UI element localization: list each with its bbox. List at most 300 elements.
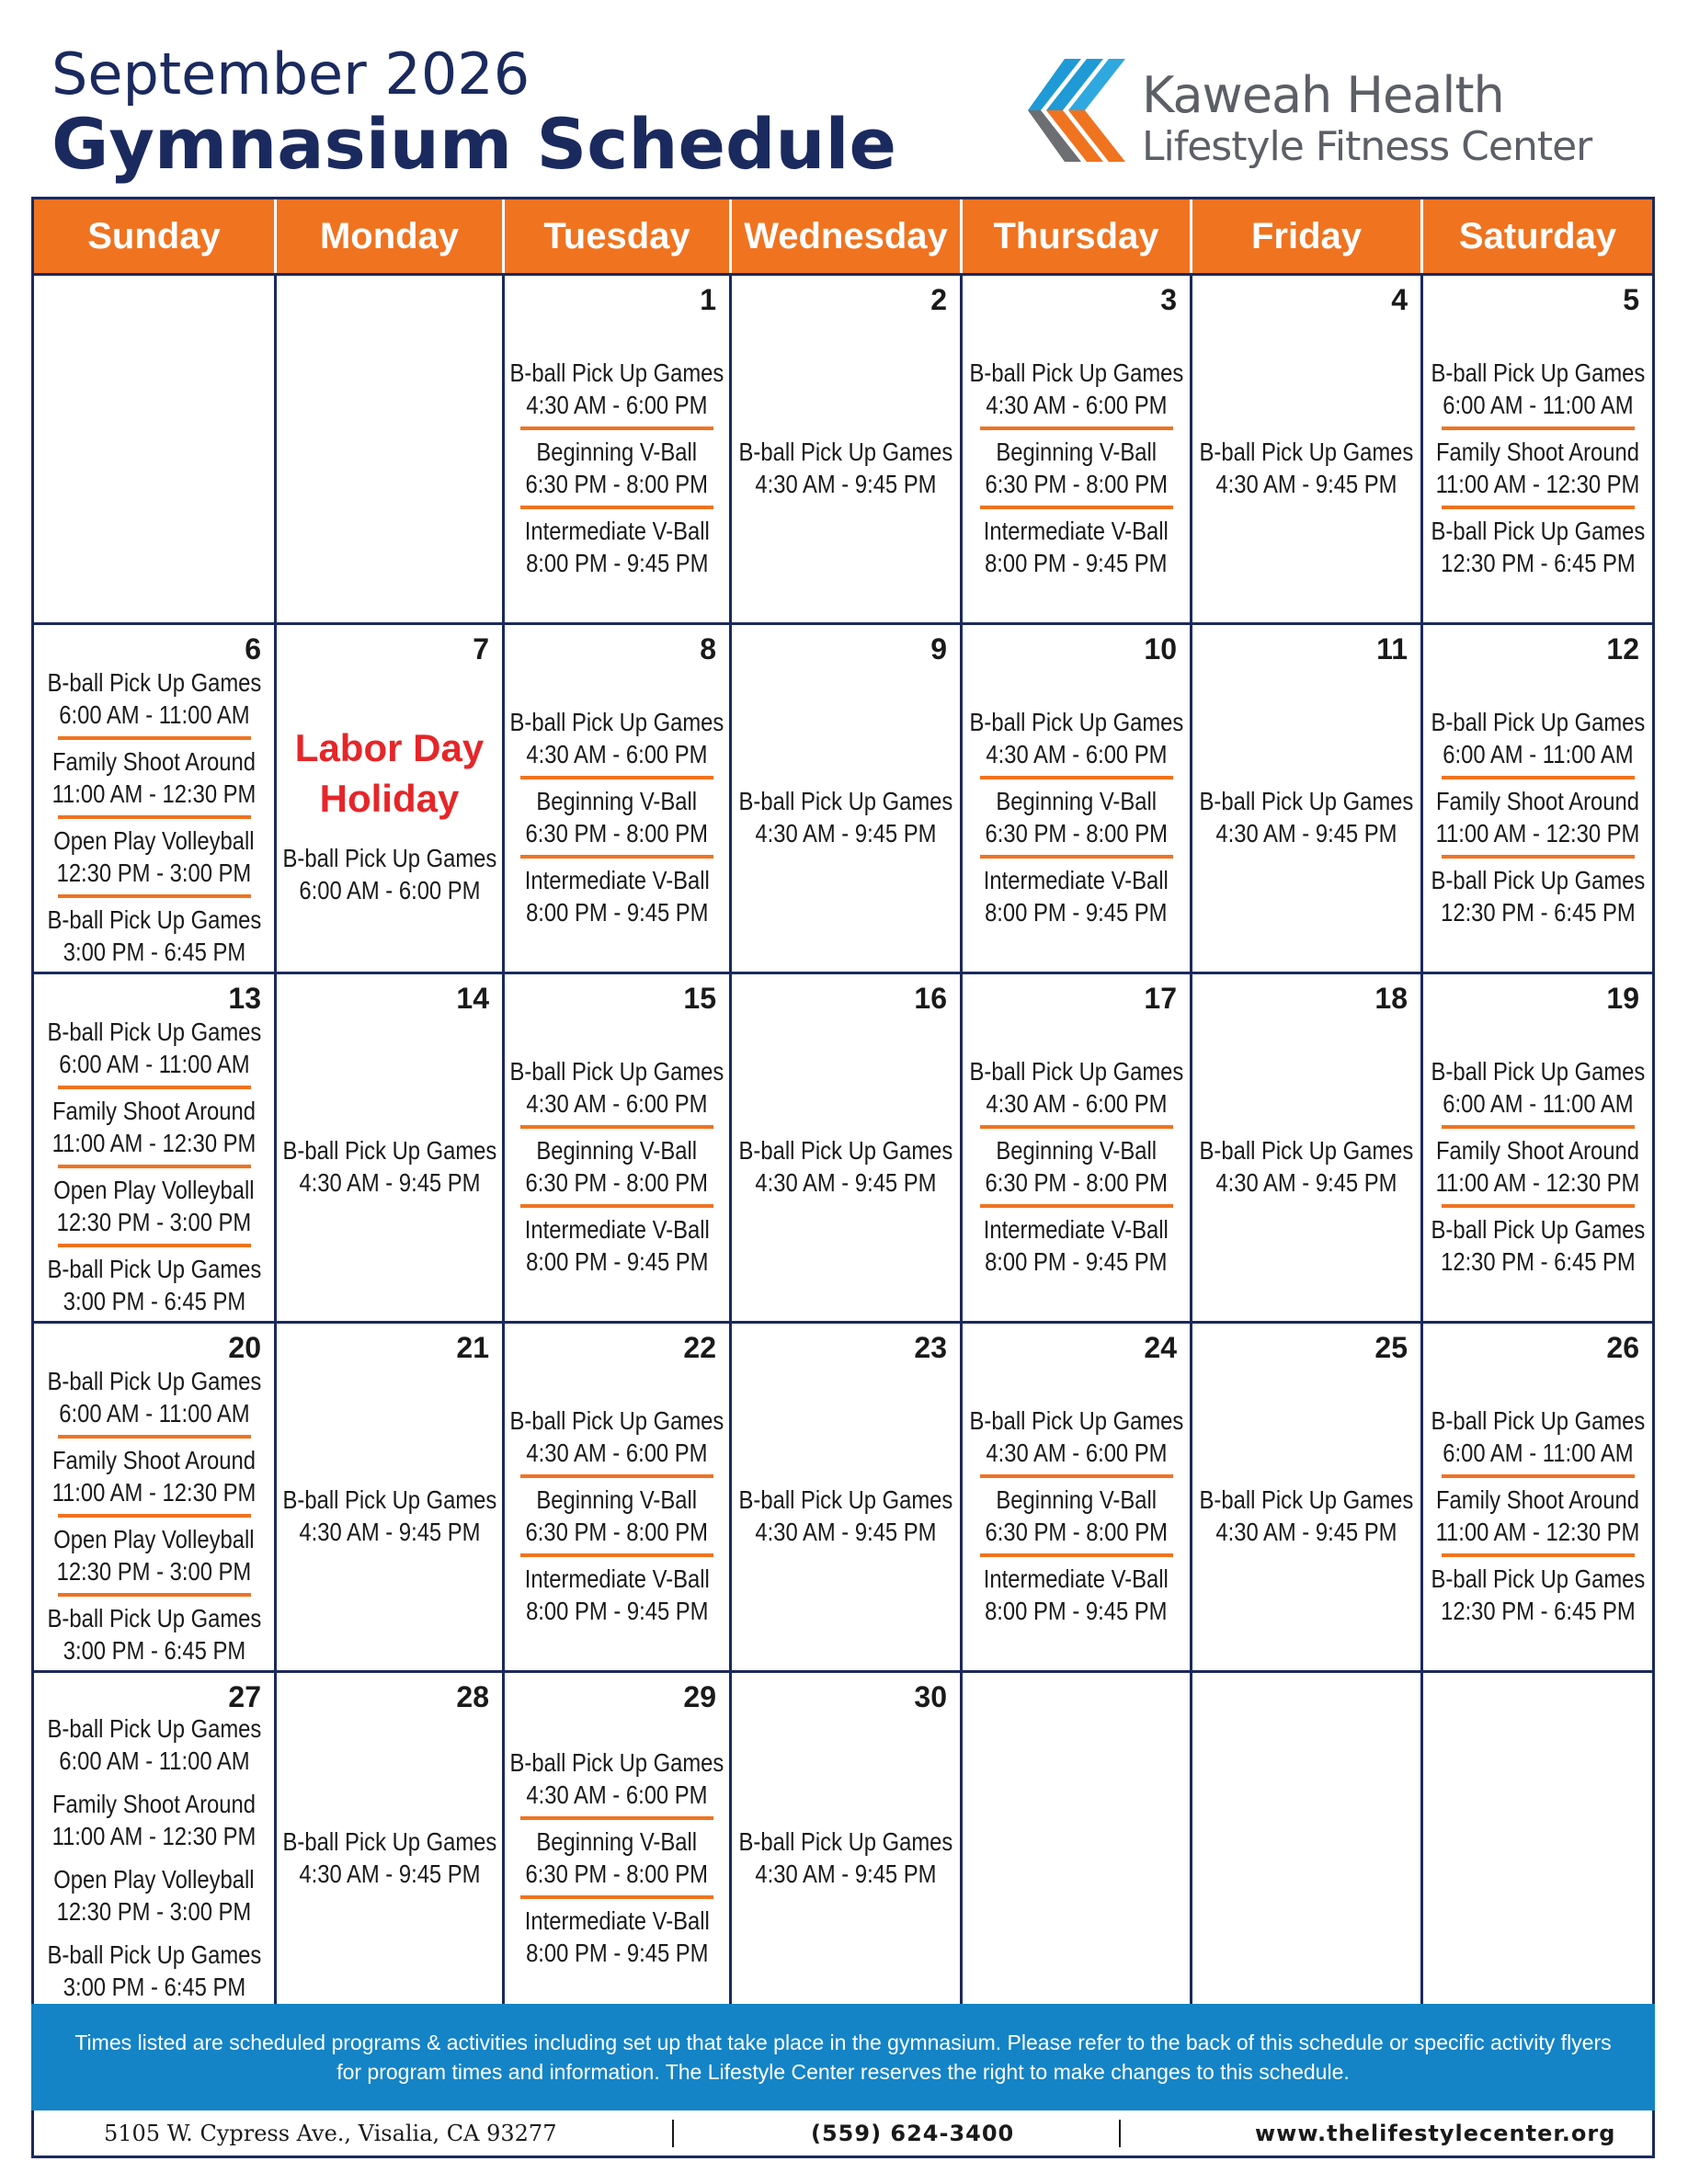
event-title: B-ball Pick Up Games — [738, 437, 953, 466]
schedule-event — [1431, 353, 1645, 425]
date-number: 4 — [1391, 283, 1408, 316]
event-title: B-ball Pick Up Games — [47, 667, 261, 697]
event-title: B-ball Pick Up Games — [1431, 516, 1645, 545]
event-title: B-ball Pick Up Games — [1431, 1214, 1645, 1244]
event-title: Beginning V-Ball — [536, 1827, 698, 1856]
event-title: B-ball Pick Up Games — [1431, 1056, 1645, 1086]
date-number: 14 — [456, 982, 489, 1015]
event-title: Beginning V-Ball — [996, 1135, 1157, 1165]
event-title: B-ball Pick Up Games — [509, 1056, 724, 1086]
event-title: B-ball Pick Up Games — [1431, 1405, 1645, 1435]
day-cell-28 — [277, 1673, 505, 2006]
schedule-event — [510, 353, 724, 425]
event-time: 12:30 PM - 3:00 PM — [56, 1897, 252, 1926]
day-cell-6 — [34, 625, 277, 974]
schedule-event — [52, 1784, 257, 1856]
schedule-event — [739, 432, 953, 504]
weekday-tuesday: Tuesday — [505, 199, 732, 273]
date-number: 28 — [456, 1680, 489, 1713]
event-divider — [58, 815, 251, 819]
logo-name: Kaweah Health — [1142, 66, 1504, 124]
event-title: Beginning V-Ball — [536, 1484, 698, 1514]
event-time: 8:00 PM - 9:45 PM — [525, 1596, 709, 1625]
schedule-event — [985, 432, 1167, 504]
event-time: 12:30 PM - 3:00 PM — [56, 858, 252, 887]
date-number: 24 — [1144, 1331, 1177, 1364]
event-divider — [58, 1244, 251, 1247]
day-cell-29 — [505, 1673, 732, 2006]
schedule-event — [1200, 1480, 1414, 1552]
event-title: Open Play Volleyball — [53, 1865, 255, 1894]
event-time: 12:30 PM - 3:00 PM — [56, 1556, 252, 1586]
event-divider — [980, 776, 1173, 779]
event-time: 3:00 PM - 6:45 PM — [63, 1286, 245, 1315]
event-title: Family Shoot Around — [52, 1096, 256, 1125]
schedule-event — [739, 781, 953, 853]
schedule-event — [739, 1131, 953, 1202]
event-title: Beginning V-Ball — [996, 1484, 1157, 1514]
event-time: 3:00 PM - 6:45 PM — [63, 937, 245, 966]
schedule-event — [1431, 511, 1645, 583]
day-cell-9 — [732, 625, 963, 974]
event-time: 4:30 AM - 9:45 PM — [755, 818, 937, 847]
logo-mark-icon — [1028, 59, 1135, 162]
event-time: 6:00 AM - 11:00 AM — [1442, 739, 1634, 768]
event-time: 12:30 PM - 6:45 PM — [1440, 548, 1636, 577]
event-divider — [520, 1553, 713, 1557]
event-title: B-ball Pick Up Games — [969, 1056, 1183, 1086]
date-number: 6 — [245, 632, 261, 665]
event-title: B-ball Pick Up Games — [47, 1714, 261, 1743]
event-title: B-ball Pick Up Games — [969, 707, 1183, 736]
event-title: B-ball Pick Up Games — [282, 1827, 496, 1856]
schedule-month: September 2026 — [51, 40, 530, 108]
event-time: 11:00 AM - 12:30 PM — [1435, 818, 1640, 847]
event-time: 12:30 PM - 6:45 PM — [1440, 1246, 1636, 1276]
event-divider — [58, 1593, 251, 1597]
weekday-friday: Friday — [1192, 199, 1423, 273]
calendar — [31, 197, 1655, 2008]
schedule-event — [1436, 781, 1640, 853]
event-title: B-ball Pick Up Games — [1199, 786, 1414, 815]
date-number: 22 — [683, 1331, 716, 1364]
date-number: 11 — [1376, 632, 1408, 665]
event-time: 6:00 AM - 11:00 AM — [58, 1746, 250, 1775]
event-title: Family Shoot Around — [52, 1445, 256, 1474]
event-title: B-ball Pick Up Games — [1431, 707, 1645, 736]
schedule-event — [510, 1401, 724, 1473]
schedule-event — [1436, 1131, 1640, 1202]
schedule-event — [524, 511, 709, 583]
date-number: 19 — [1606, 982, 1639, 1015]
event-title: Intermediate V-Ball — [524, 865, 710, 894]
event-time: 11:00 AM - 12:30 PM — [51, 1477, 257, 1507]
event-divider — [520, 1895, 713, 1899]
event-time: 4:30 AM - 9:45 PM — [1215, 1517, 1397, 1546]
schedule-event — [1200, 432, 1414, 504]
schedule-event — [985, 781, 1167, 853]
date-number: 23 — [914, 1331, 947, 1364]
schedule-event — [52, 1440, 257, 1512]
schedule-event — [984, 1210, 1169, 1281]
event-title: B-ball Pick Up Games — [509, 1405, 724, 1435]
date-number: 1 — [700, 283, 716, 316]
event-divider — [520, 855, 713, 859]
event-title: B-ball Pick Up Games — [47, 1254, 261, 1283]
event-divider — [1442, 506, 1635, 509]
event-time: 6:00 AM - 6:00 PM — [298, 876, 481, 905]
weekday-monday: Monday — [277, 199, 505, 273]
event-time: 6:30 PM - 8:00 PM — [525, 469, 709, 498]
event-time: 4:30 AM - 9:45 PM — [298, 1167, 481, 1197]
event-title: B-ball Pick Up Games — [1199, 437, 1414, 466]
event-time: 6:00 AM - 11:00 AM — [58, 1398, 250, 1428]
schedule-event — [526, 1131, 708, 1202]
event-time: 4:30 AM - 9:45 PM — [298, 1860, 481, 1888]
footer-separator — [1119, 2120, 1121, 2147]
event-time: 11:00 AM - 12:30 PM — [1435, 1167, 1640, 1197]
empty-day-cell — [34, 276, 277, 625]
day-cell-20 — [34, 1324, 277, 1673]
event-title: B-ball Pick Up Games — [47, 1603, 261, 1632]
event-time: 6:30 PM - 8:00 PM — [525, 1860, 709, 1888]
event-time: 4:30 AM - 6:00 PM — [526, 1438, 708, 1467]
event-divider — [520, 1816, 713, 1820]
holiday-label — [295, 723, 484, 824]
schedule-event — [526, 781, 708, 853]
event-title: Open Play Volleyball — [53, 1524, 255, 1553]
day-cell-18 — [1192, 974, 1423, 1324]
brand-logo — [1028, 59, 1616, 178]
event-time: 4:30 AM - 6:00 PM — [985, 739, 1168, 768]
date-number: 27 — [228, 1680, 261, 1713]
date-number: 7 — [473, 632, 489, 665]
event-time: 8:00 PM - 9:45 PM — [985, 1246, 1168, 1276]
event-title: Intermediate V-Ball — [983, 1564, 1169, 1593]
event-title: B-ball Pick Up Games — [738, 1827, 953, 1856]
event-title: B-ball Pick Up Games — [969, 358, 1183, 387]
event-title: B-ball Pick Up Games — [1431, 358, 1645, 387]
event-divider — [1442, 1204, 1635, 1208]
footer-separator — [672, 2120, 674, 2147]
schedule-event — [52, 742, 257, 813]
event-title: B-ball Pick Up Games — [47, 1940, 261, 1969]
calendar-grid — [34, 276, 1652, 2006]
event-divider — [980, 1125, 1173, 1129]
event-time: 6:00 AM - 11:00 AM — [58, 700, 250, 729]
date-number: 26 — [1606, 1331, 1639, 1364]
day-cell-26 — [1423, 1324, 1652, 1673]
event-time: 4:30 AM - 6:00 PM — [985, 1088, 1168, 1118]
schedule-event — [1200, 781, 1414, 853]
event-time: 8:00 PM - 9:45 PM — [985, 548, 1168, 577]
day-cell-8 — [505, 625, 732, 974]
schedule-event — [47, 1935, 261, 2007]
event-title: Beginning V-Ball — [536, 1135, 698, 1165]
event-time: 4:30 AM - 6:00 PM — [526, 739, 708, 768]
event-time: 12:30 PM - 6:45 PM — [1440, 897, 1636, 927]
event-time: 6:30 PM - 8:00 PM — [985, 818, 1168, 847]
event-time: 6:30 PM - 8:00 PM — [985, 1167, 1168, 1197]
event-time: 6:00 AM - 11:00 AM — [1442, 1088, 1634, 1118]
event-title: B-ball Pick Up Games — [282, 1484, 496, 1514]
day-cell-11 — [1192, 625, 1423, 974]
event-title: B-ball Pick Up Games — [738, 1135, 953, 1165]
date-number: 10 — [1144, 632, 1177, 665]
weekday-wednesday: Wednesday — [732, 199, 963, 273]
day-cell-25 — [1192, 1324, 1423, 1673]
event-title: Intermediate V-Ball — [524, 1906, 710, 1935]
event-time: 8:00 PM - 9:45 PM — [985, 1596, 1168, 1625]
event-title: Beginning V-Ball — [536, 786, 698, 815]
footer-phone: (559) 624-3400 — [811, 2120, 1015, 2146]
schedule-event — [739, 1480, 953, 1552]
schedule-event — [969, 353, 1183, 425]
event-title: B-ball Pick Up Games — [509, 1748, 724, 1777]
schedule-event — [1431, 1401, 1645, 1473]
date-number: 8 — [700, 632, 716, 665]
schedule-event — [282, 1131, 496, 1202]
footer-address: 5105 W. Cypress Ave., Visalia, CA 93277 — [104, 2120, 557, 2146]
date-number: 15 — [683, 982, 716, 1015]
schedule-event — [282, 838, 496, 910]
event-time: 6:00 AM - 11:00 AM — [1442, 390, 1634, 419]
date-number: 30 — [914, 1680, 947, 1713]
schedule-event — [984, 511, 1169, 583]
schedule-event — [1436, 432, 1640, 504]
event-title: Intermediate V-Ball — [524, 1564, 710, 1593]
logo-subtitle: Lifestyle Fitness Center — [1142, 123, 1592, 170]
schedule-event — [510, 1743, 724, 1814]
page-header — [51, 40, 897, 186]
schedule-event — [53, 1860, 254, 1931]
schedule-event — [53, 821, 254, 893]
holiday-label-line: Holiday — [319, 776, 460, 820]
date-number: 21 — [456, 1331, 489, 1364]
event-title: B-ball Pick Up Games — [738, 1484, 953, 1514]
event-time: 4:30 AM - 9:45 PM — [298, 1517, 481, 1546]
schedule-event — [53, 1519, 254, 1591]
day-cell-17 — [963, 974, 1192, 1324]
event-divider — [520, 1204, 713, 1208]
event-title: Beginning V-Ball — [996, 437, 1157, 466]
event-divider — [520, 1474, 713, 1478]
event-divider — [980, 855, 1173, 859]
event-time: 6:30 PM - 8:00 PM — [525, 1517, 709, 1546]
event-time: 8:00 PM - 9:45 PM — [525, 548, 709, 577]
weekday-saturday: Saturday — [1458, 215, 1617, 256]
day-cell-13 — [34, 974, 277, 1324]
day-cell-23 — [732, 1324, 963, 1673]
schedule-event — [985, 1480, 1167, 1552]
event-title: Intermediate V-Ball — [524, 516, 710, 545]
day-cell-7 — [277, 625, 505, 974]
event-title: Intermediate V-Ball — [524, 1214, 710, 1244]
event-title: Open Play Volleyball — [53, 1175, 255, 1204]
day-cell-24 — [963, 1324, 1192, 1673]
date-number: 20 — [228, 1331, 261, 1364]
event-time: 6:00 AM - 11:00 AM — [1442, 1438, 1634, 1467]
event-divider — [1442, 1474, 1635, 1478]
event-time: 11:00 AM - 12:30 PM — [51, 1822, 257, 1850]
date-number: 29 — [683, 1680, 716, 1713]
schedule-event — [52, 1091, 257, 1163]
event-divider — [58, 1514, 251, 1518]
event-divider — [980, 427, 1173, 430]
event-title: B-ball Pick Up Games — [47, 1366, 261, 1395]
event-time: 4:30 AM - 9:45 PM — [755, 1517, 937, 1546]
event-divider — [980, 506, 1173, 509]
date-number: 2 — [930, 283, 947, 316]
schedule-event — [969, 1401, 1183, 1473]
event-time: 6:30 PM - 8:00 PM — [525, 1167, 709, 1197]
event-divider — [520, 776, 713, 779]
event-title: Family Shoot Around — [52, 746, 256, 776]
day-cell-27 — [34, 1673, 277, 2006]
event-time: 11:00 AM - 12:30 PM — [51, 1128, 257, 1157]
event-title: B-ball Pick Up Games — [1199, 1135, 1414, 1165]
event-time: 8:00 PM - 9:45 PM — [525, 897, 709, 927]
weekday-thursday: Thursday — [963, 199, 1192, 273]
schedule-event — [985, 1131, 1167, 1202]
event-divider — [58, 894, 251, 898]
day-cell-19 — [1423, 974, 1652, 1324]
empty-day-cell — [963, 1673, 1192, 2006]
schedule-notice: Times listed are scheduled programs & activities including set up that take place in the gymnasium. Please refer to the back of this schedule or specific activity flyers for program times and information. The Lifestyle Center reserves the right to make changes to this schedule. — [31, 2004, 1655, 2110]
schedule-event — [1431, 1559, 1645, 1631]
event-title: B-ball Pick Up Games — [282, 1135, 496, 1165]
event-time: 12:30 PM - 6:45 PM — [1440, 1596, 1636, 1625]
event-title: Intermediate V-Ball — [983, 865, 1169, 894]
event-time: 4:30 AM - 6:00 PM — [526, 1780, 708, 1809]
event-time: 4:30 AM - 6:00 PM — [985, 390, 1168, 419]
event-time: 4:30 AM - 9:45 PM — [755, 1860, 937, 1888]
event-time: 4:30 AM - 9:45 PM — [755, 1167, 937, 1197]
schedule-event — [282, 1480, 496, 1552]
event-time: 11:00 AM - 12:30 PM — [1435, 469, 1640, 498]
schedule-event — [1431, 1210, 1645, 1281]
day-cell-30 — [732, 1673, 963, 2006]
event-divider — [58, 1086, 251, 1089]
schedule-event — [510, 1052, 724, 1123]
day-cell-22 — [505, 1324, 732, 1673]
event-time: 4:30 AM - 6:00 PM — [526, 390, 708, 419]
schedule-event — [969, 702, 1183, 774]
day-cell-16 — [732, 974, 963, 1324]
event-title: Beginning V-Ball — [996, 786, 1157, 815]
event-title: Family Shoot Around — [1436, 437, 1639, 466]
event-time: 6:30 PM - 8:00 PM — [985, 1517, 1168, 1546]
day-cell-5 — [1423, 276, 1652, 625]
event-time: 4:30 AM - 6:00 PM — [526, 1088, 708, 1118]
event-time: 4:30 AM - 9:45 PM — [755, 469, 937, 498]
schedule-event — [1436, 1480, 1640, 1552]
schedule-event — [526, 432, 708, 504]
day-cell-14 — [277, 974, 505, 1324]
event-divider — [980, 1553, 1173, 1557]
schedule-event — [984, 1559, 1169, 1631]
event-title: Beginning V-Ball — [536, 437, 698, 466]
event-divider — [520, 506, 713, 509]
event-divider — [520, 427, 713, 430]
event-divider — [980, 1204, 1173, 1208]
event-title: B-ball Pick Up Games — [509, 358, 724, 387]
schedule-event — [47, 1598, 261, 1670]
schedule-event — [739, 1822, 953, 1894]
event-time: 6:00 AM - 11:00 AM — [58, 1049, 250, 1078]
event-title: B-ball Pick Up Games — [47, 904, 261, 934]
day-cell-4 — [1192, 276, 1423, 625]
schedule-event — [47, 1249, 261, 1321]
footer-website[interactable]: www.thelifestylecenter.org — [1255, 2120, 1616, 2146]
day-cell-2 — [732, 276, 963, 625]
weekday-header — [34, 199, 1652, 276]
event-title: Intermediate V-Ball — [983, 1214, 1169, 1244]
event-title: Intermediate V-Ball — [983, 516, 1169, 545]
date-number: 17 — [1144, 982, 1177, 1015]
date-number: 9 — [930, 632, 947, 665]
event-time: 6:30 PM - 8:00 PM — [525, 818, 709, 847]
event-title: Family Shoot Around — [1436, 1135, 1639, 1165]
event-time: 8:00 PM - 9:45 PM — [985, 897, 1168, 927]
empty-day-cell — [1423, 1673, 1652, 2006]
event-time: 11:00 AM - 12:30 PM — [51, 779, 257, 808]
event-title: B-ball Pick Up Games — [47, 1017, 261, 1046]
event-divider — [1442, 1125, 1635, 1129]
event-time: 8:00 PM - 9:45 PM — [525, 1246, 709, 1276]
event-title: Open Play Volleyball — [53, 825, 255, 855]
empty-day-cell — [277, 276, 505, 625]
event-time: 4:30 AM - 9:45 PM — [1215, 1167, 1397, 1197]
schedule-event — [53, 1170, 254, 1242]
event-divider — [58, 736, 251, 740]
schedule-event — [47, 900, 261, 972]
event-time: 4:30 AM - 9:45 PM — [1215, 469, 1397, 498]
event-divider — [1442, 427, 1635, 430]
schedule-event — [524, 1210, 709, 1281]
event-divider — [980, 1474, 1173, 1478]
schedule-event — [510, 702, 724, 774]
event-title: Family Shoot Around — [1436, 786, 1639, 815]
event-time: 3:00 PM - 6:45 PM — [63, 1973, 245, 2001]
schedule-event — [1200, 1131, 1414, 1202]
schedule-event — [47, 1361, 261, 1433]
schedule-event — [524, 1559, 709, 1631]
event-title: B-ball Pick Up Games — [738, 786, 953, 815]
date-number: 16 — [914, 982, 947, 1015]
event-title: B-ball Pick Up Games — [1431, 865, 1645, 894]
schedule-event — [524, 1901, 709, 1973]
event-divider — [1442, 776, 1635, 779]
event-divider — [1442, 855, 1635, 859]
day-cell-1 — [505, 276, 732, 625]
schedule-event — [47, 663, 261, 734]
date-number: 3 — [1160, 283, 1177, 316]
schedule-event — [526, 1822, 708, 1894]
event-divider — [58, 1165, 251, 1168]
event-divider — [1442, 1553, 1635, 1557]
event-time: 3:00 PM - 6:45 PM — [63, 1635, 245, 1665]
event-title: B-ball Pick Up Games — [1431, 1564, 1645, 1593]
empty-day-cell — [1192, 1673, 1423, 2006]
event-time: 4:30 AM - 9:45 PM — [1215, 818, 1397, 847]
date-number: 18 — [1374, 982, 1408, 1015]
day-cell-15 — [505, 974, 732, 1324]
page-title: Gymnasium Schedule — [51, 103, 897, 186]
day-cell-21 — [277, 1324, 505, 1673]
holiday-label-line: Labor Day — [294, 725, 485, 769]
date-number: 25 — [1374, 1331, 1408, 1364]
